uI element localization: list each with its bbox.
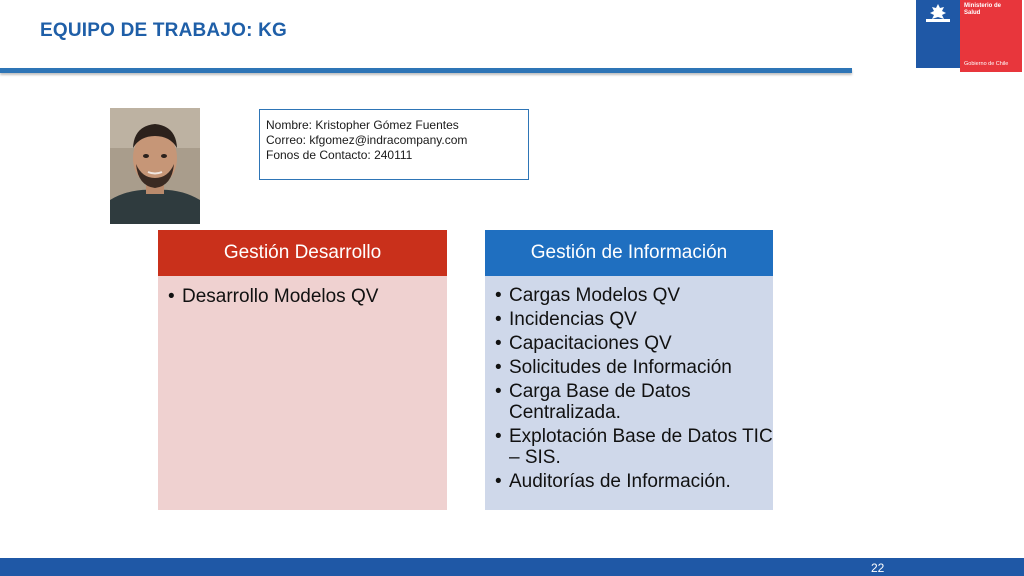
card-gestion-desarrollo <box>158 230 447 510</box>
page-number: 22 <box>871 561 885 575</box>
logo-blue-panel <box>916 0 960 72</box>
list-item: • Explotación Base de Datos TIC – SIS. <box>485 426 773 468</box>
ministerio-salud-logo <box>916 0 1022 72</box>
chile-crest-icon <box>920 2 956 24</box>
card-header: Gestión Desarrollo <box>158 230 447 276</box>
card-item-list <box>158 286 447 307</box>
card-item-list <box>485 285 773 492</box>
contact-name: Nombre: Kristopher Gómez Fuentes <box>266 118 459 132</box>
title-divider <box>0 68 852 73</box>
list-item: • Incidencias QV <box>485 309 773 330</box>
card-header: Gestión de Información <box>485 230 773 276</box>
card-body <box>158 276 447 510</box>
list-item: • Solicitudes de Información <box>485 357 773 378</box>
team-member-photo <box>110 108 200 224</box>
logo-gobierno-text: Gobierno de Chile <box>964 61 1009 67</box>
list-item: • Auditorías de Información. <box>485 471 773 492</box>
logo-ministry-line2: Salud <box>964 10 981 16</box>
list-item: • Cargas Modelos QV <box>485 285 773 306</box>
list-item: • Carga Base de Datos Centralizada. <box>485 381 773 423</box>
list-item: • Desarrollo Modelos QV <box>158 286 447 307</box>
contact-phone: Fonos de Contacto: 240111 <box>266 148 413 162</box>
card-gestion-informacion <box>485 230 773 510</box>
logo-red-panel <box>960 0 1022 72</box>
logo-ministry-line1: Ministerio de <box>964 3 1002 9</box>
logo-white-bar <box>916 68 960 72</box>
contact-email: Correo: kfgomez@indracompany.com <box>266 133 468 147</box>
logo-ministry-text <box>964 3 1020 17</box>
person-portrait-icon <box>110 108 200 224</box>
slide-title: EQUIPO DE TRABAJO: KG <box>40 20 287 41</box>
card-body <box>485 276 773 510</box>
list-item: • Capacitaciones QV <box>485 333 773 354</box>
contact-info-box <box>259 109 529 180</box>
